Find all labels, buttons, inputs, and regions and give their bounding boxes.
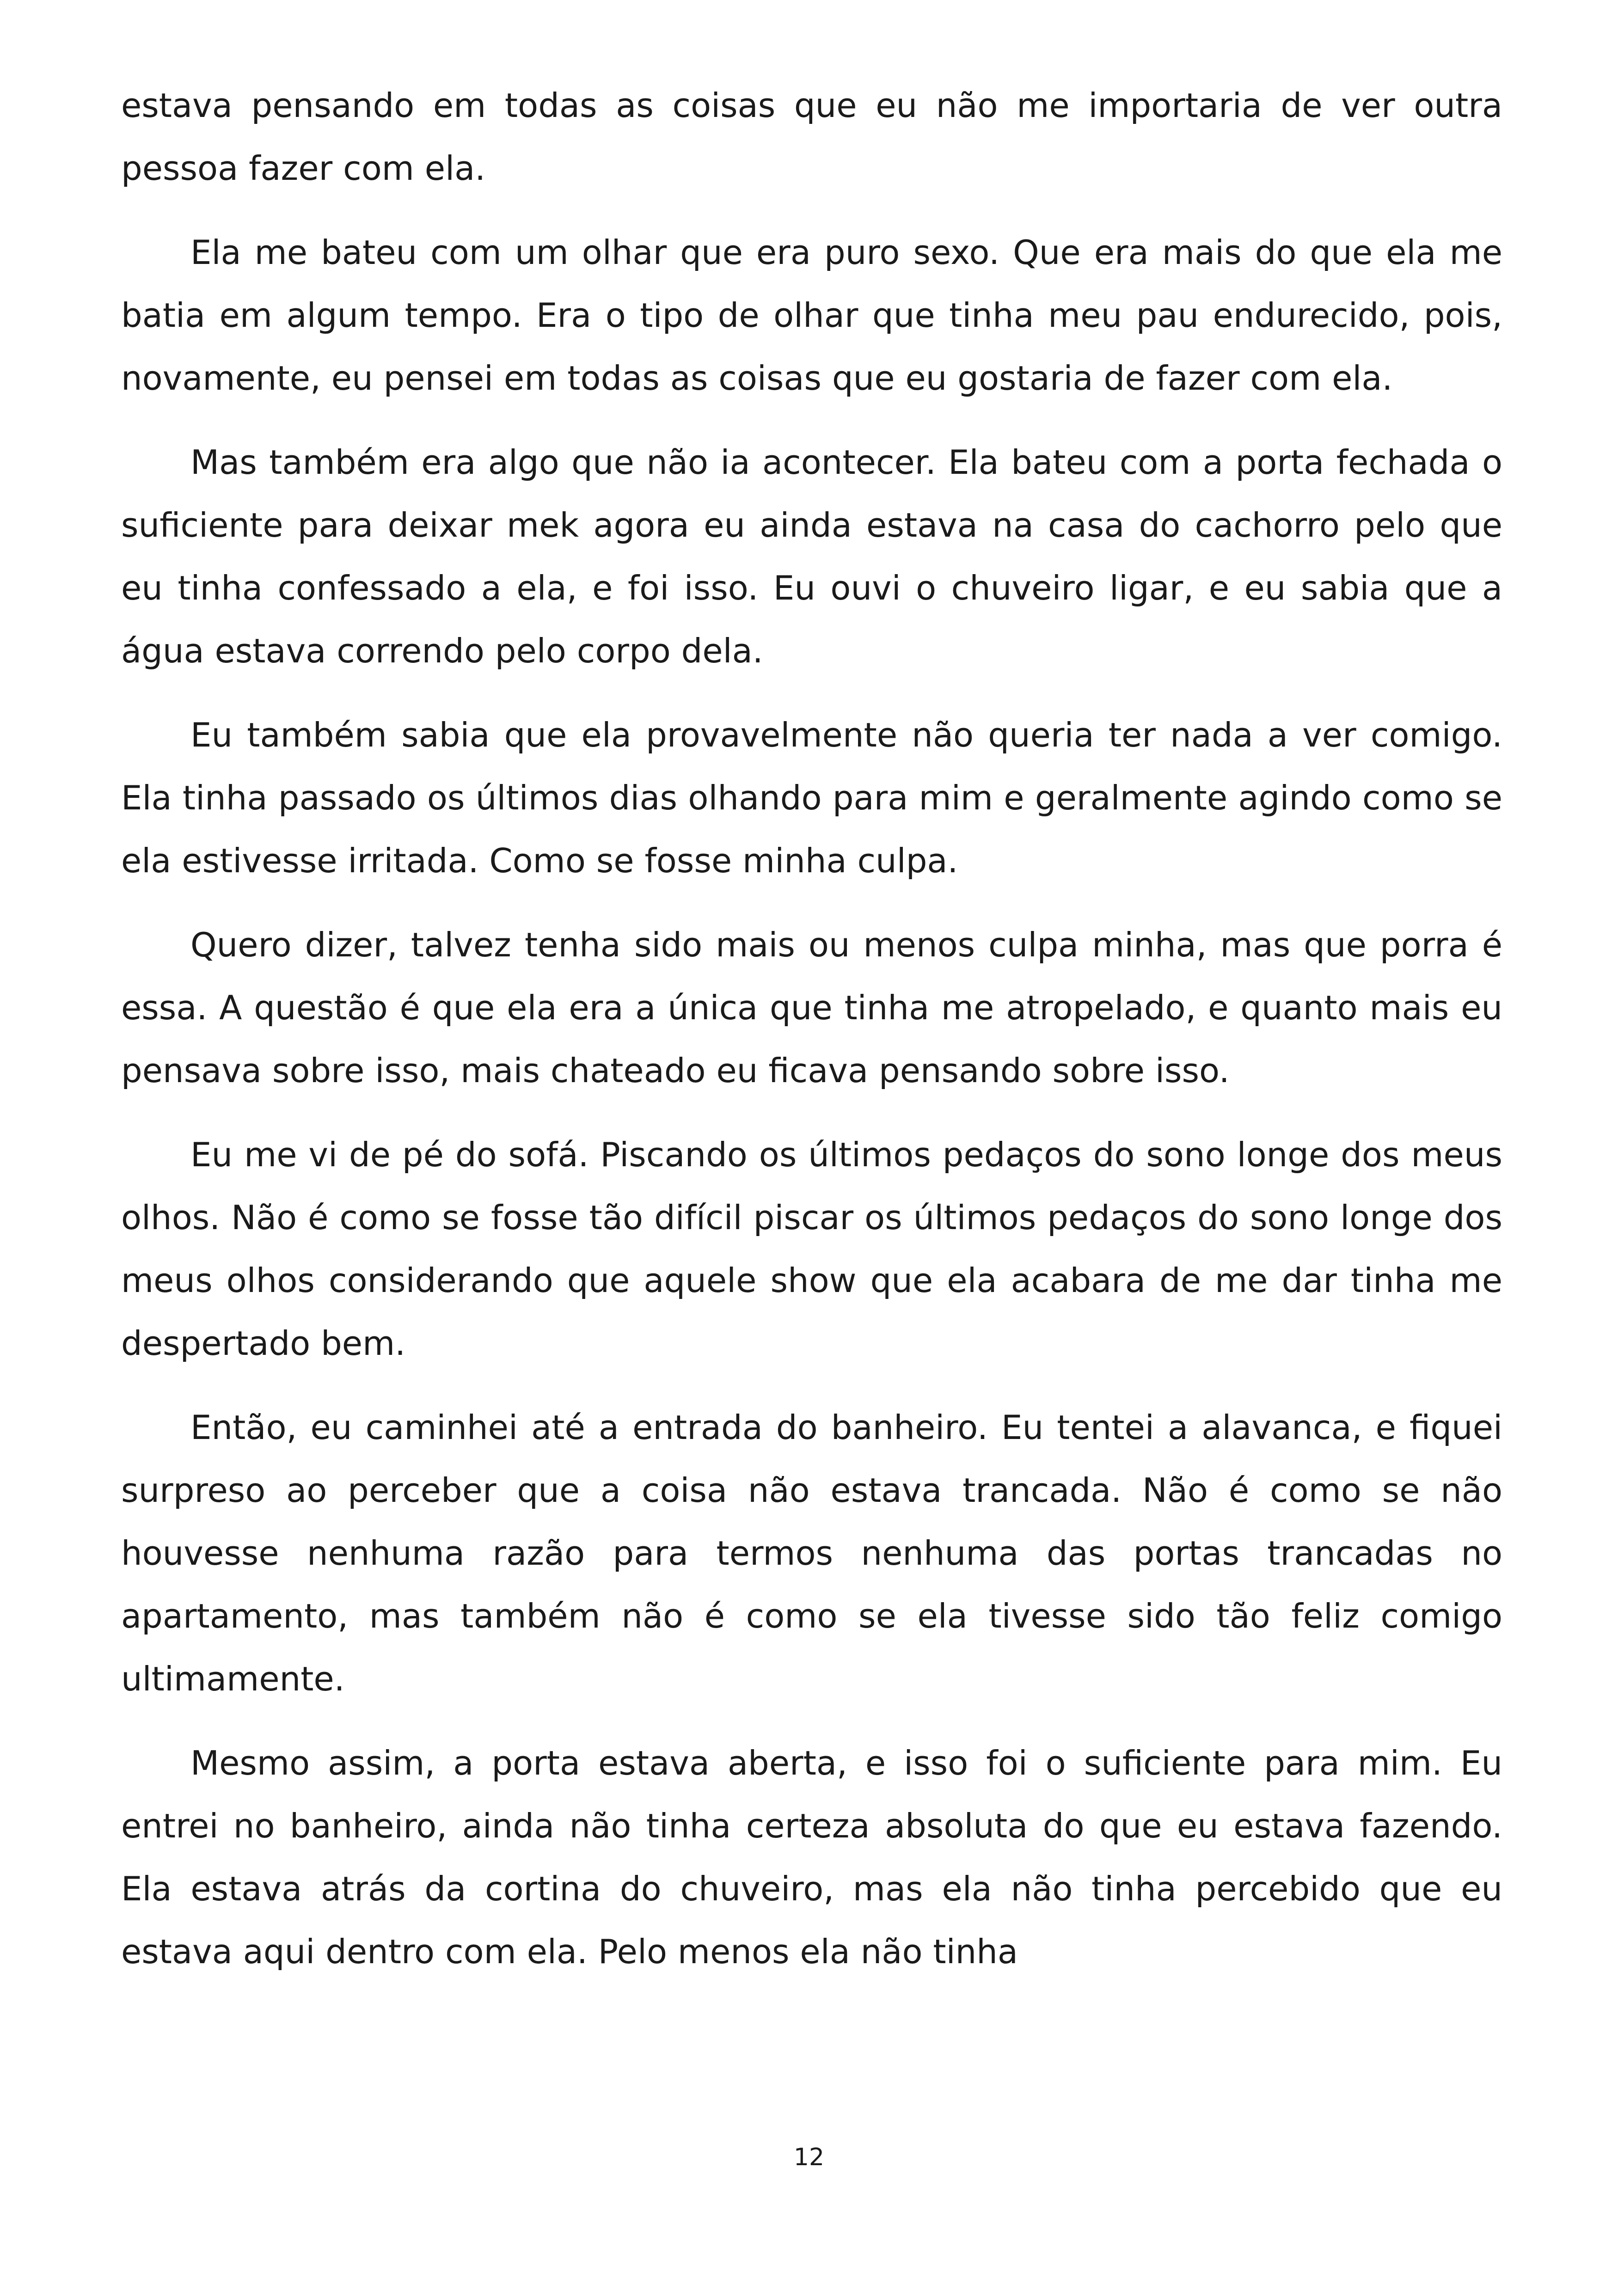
paragraph-5: Quero dizer, talvez tenha sido mais ou menos culpa minha, mas que porra é essa. A questão é que ela era a única que tinha me atropelado, e quanto mais eu pensava sobre isso, mais chateado eu ficava pensando sobre isso.: [121, 925, 1502, 1090]
paragraph-4: Eu também sabia que ela provavelmente não queria ter nada a ver comigo. Ela tinha passado os últimos dias olhando para mim e geralmente agindo como se ela estivesse irritada. Como se fosse minha culpa.: [121, 716, 1502, 880]
paragraph-2: Ela me bateu com um olhar que era puro sexo. Que era mais do que ela me batia em algum tempo. Era o tipo de olhar que tinha meu pau endurecido, pois, novamente, eu pensei em todas as coisas que eu gostaria de fazer com ela.: [121, 233, 1502, 398]
paragraph-8: Mesmo assim, a porta estava aberta, e isso foi o suficiente para mim. Eu entrei no banheiro, ainda não tinha certeza absoluta do que eu estava fazendo. Ela estava atrás da cortina do chuveiro, mas ela não tinha percebido que eu estava aqui dentro com ela. Pelo menos ela não tinha: [121, 1744, 1502, 1971]
page-number: 12: [793, 2143, 825, 2171]
body-text: [121, 74, 1502, 2004]
paragraph-1: estava pensando em todas as coisas que eu não me importaria de ver outra pessoa fazer com ela.: [121, 86, 1502, 188]
paragraph-7: Então, eu caminhei até a entrada do banheiro. Eu tentei a alavanca, e fiquei surpreso ao perceber que a coisa não estava trancada. Não é como se não houvesse nenhuma razão para termos nenhuma das portas trancadas no apartamento, mas também não é como se ela tivesse sido tão feliz comigo ultimamente.: [121, 1408, 1502, 1698]
paragraph-6: Eu me vi de pé do sofá. Piscando os últimos pedaços do sono longe dos meus olhos. Não é como se fosse tão difícil piscar os últimos pedaços do sono longe dos meus olhos considerando que aquele show que ela acabara de me dar tinha me despertado bem.: [121, 1135, 1502, 1363]
paragraph-3: Mas também era algo que não ia acontecer. Ela bateu com a porta fechada o suficiente para deixar mek agora eu ainda estava na casa do cachorro pelo que eu tinha confessado a ela, e foi isso. Eu ouvi o chuveiro ligar, e eu sabia que a água estava correndo pelo corpo dela.: [121, 443, 1502, 670]
